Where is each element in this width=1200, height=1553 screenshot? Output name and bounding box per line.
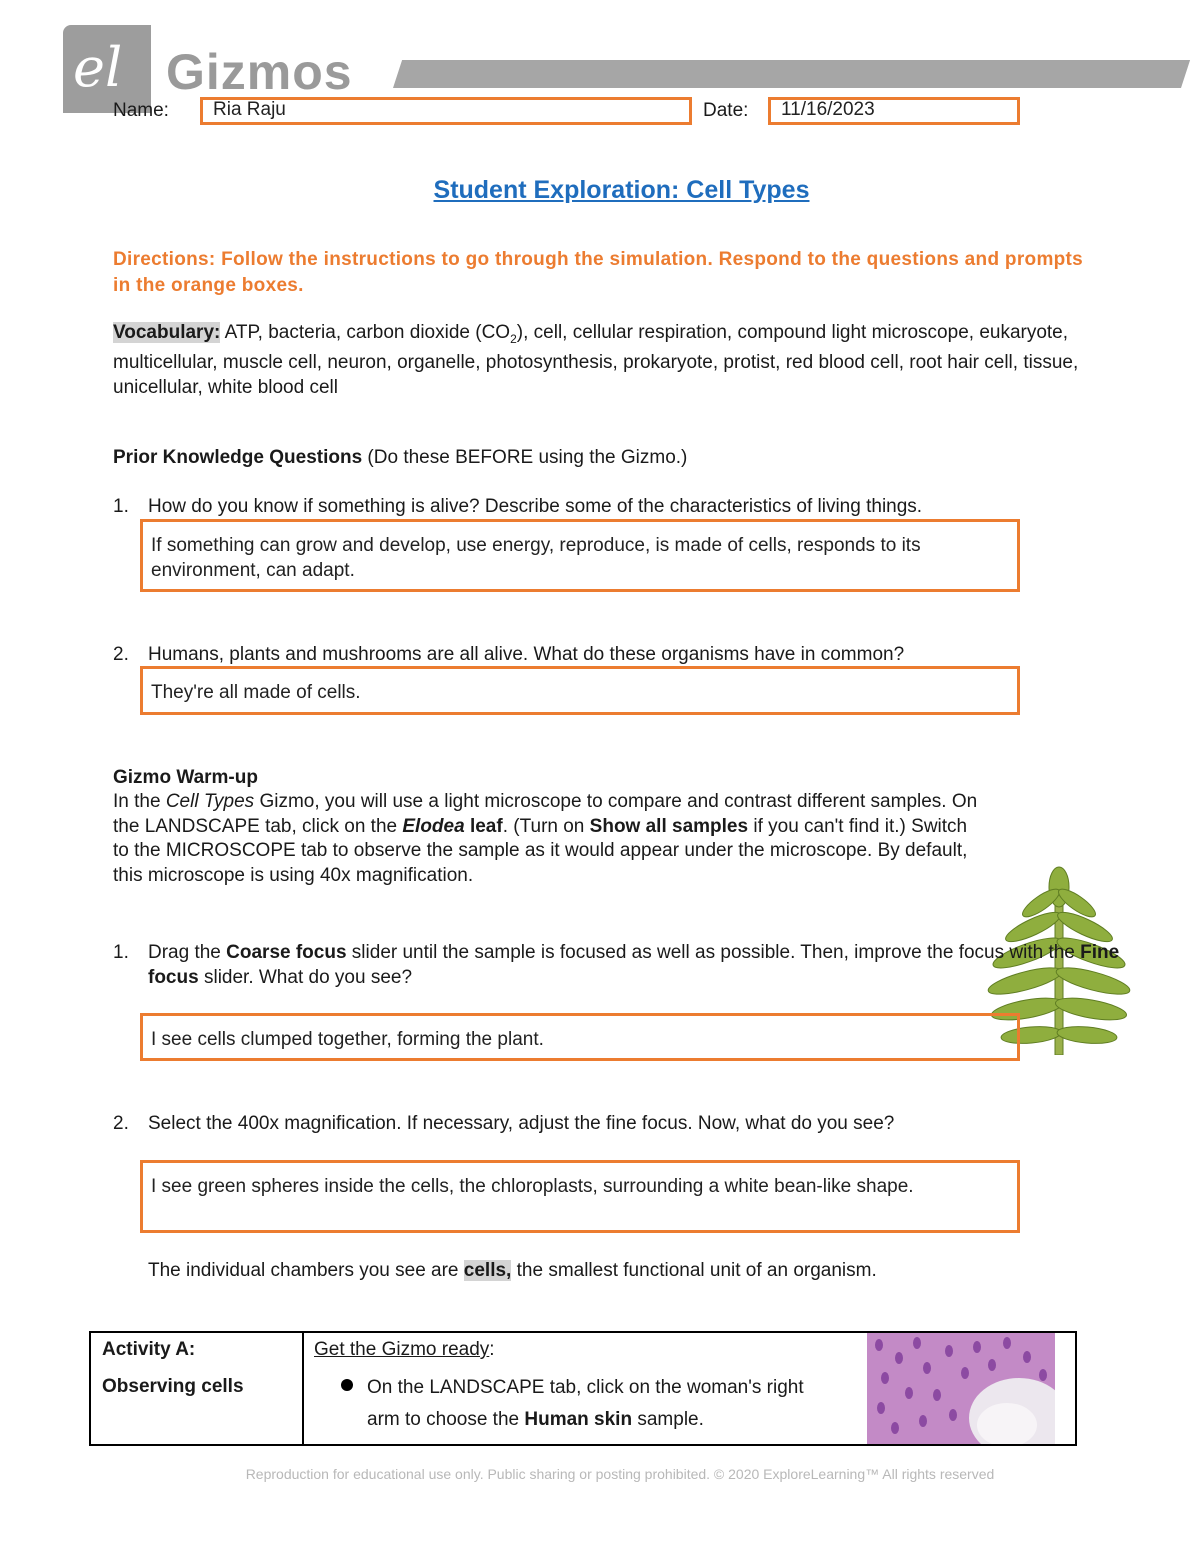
activity-instruction: On the LANDSCAPE tab, click on the woman's right arm to choose the Human skin sample. bbox=[367, 1377, 804, 1430]
cells-definition: The individual chambers you see are cells, the smallest functional unit of an organism. bbox=[148, 1260, 877, 1281]
vocabulary-paragraph: Vocabulary: ATP, bacteria, carbon dioxide $(CO_2)$, cell, cellular respiration, compound light microscope, eukaryote, multicellular, muscle cell, neuron, organelle, photosynthesis, prokaryote, protist, red blood cell, root hair cell, tissue, unicellular, white blood cell bbox=[113, 322, 1079, 398]
warmup-paragraph: In the Cell Types Gizmo, you will use a light microscope to compare and contrast different samples. On the LANDSCAPE tab, click on the Elodea leaf. (Turn on Show all samples if you can't find it.) Switch to the MICROSCOPE tab to observe the sample as it would appear under the microscope. By default, this microscope is using 40x magnification. bbox=[113, 791, 978, 886]
directions-text: Directions: Follow the instructions to go through the simulation. Respond to the questions and prompts in the orange boxes. bbox=[113, 249, 1084, 296]
answer-box-4[interactable]: I see green spheres inside the cells, the chloroplasts, surrounding a white bean-like shape. bbox=[140, 1160, 1020, 1233]
activity-a-table bbox=[89, 1331, 1077, 1446]
name-field[interactable]: Ria Raju bbox=[200, 97, 692, 125]
question-2: 2. Humans, plants and mushrooms are all alive. What do these organisms have in common? bbox=[113, 644, 905, 665]
prior-knowledge-heading: Prior Knowledge Questions (Do these BEFORE using the Gizmo.) bbox=[113, 447, 688, 468]
get-ready-label: Get the Gizmo ready: bbox=[314, 1339, 495, 1360]
header-bar bbox=[393, 60, 1190, 88]
name-label: Name: bbox=[113, 100, 169, 121]
activity-label: Activity A: bbox=[102, 1339, 196, 1360]
page-title: Student Exploration: Cell Types bbox=[433, 176, 810, 204]
answer-box-1[interactable]: If something can grow and develop, use energy, reproduce, is made of cells, responds to its environment, can adapt. bbox=[140, 519, 1020, 592]
vocabulary-label: Vocabulary: bbox=[113, 322, 221, 343]
bullet-icon bbox=[341, 1379, 353, 1391]
activity-title: Observing cells bbox=[102, 1376, 244, 1397]
gizmos-wordmark: Gizmos bbox=[166, 44, 353, 100]
explorelearning-logo-icon: el bbox=[63, 25, 151, 113]
copyright-footer: Reproduction for educational use only. Public sharing or posting prohibited. © 2020 ExploreLearning™ All rights reserved bbox=[245, 1466, 995, 1482]
human-skin-microscope-image bbox=[867, 1333, 1055, 1444]
warmup-question-2: 2. Select the 400x magnification. If necessary, adjust the fine focus. Now, what do you see? bbox=[113, 1113, 895, 1134]
date-label: Date: bbox=[703, 100, 749, 121]
question-1: 1. How do you know if something is alive? Describe some of the characteristics of living things. bbox=[113, 496, 923, 517]
warmup-heading: Gizmo Warm-up bbox=[113, 767, 258, 788]
date-field[interactable]: 11/16/2023 bbox=[768, 97, 1020, 125]
answer-box-2[interactable]: They're all made of cells. bbox=[140, 666, 1020, 715]
answer-box-3[interactable]: I see cells clumped together, forming the plant. bbox=[140, 1013, 1020, 1061]
warmup-question-1: 1. Drag the Coarse focus slider until the sample is focused as well as possible. Then, improve the focus with the Fine focus slider. What do you see? bbox=[113, 942, 1120, 988]
